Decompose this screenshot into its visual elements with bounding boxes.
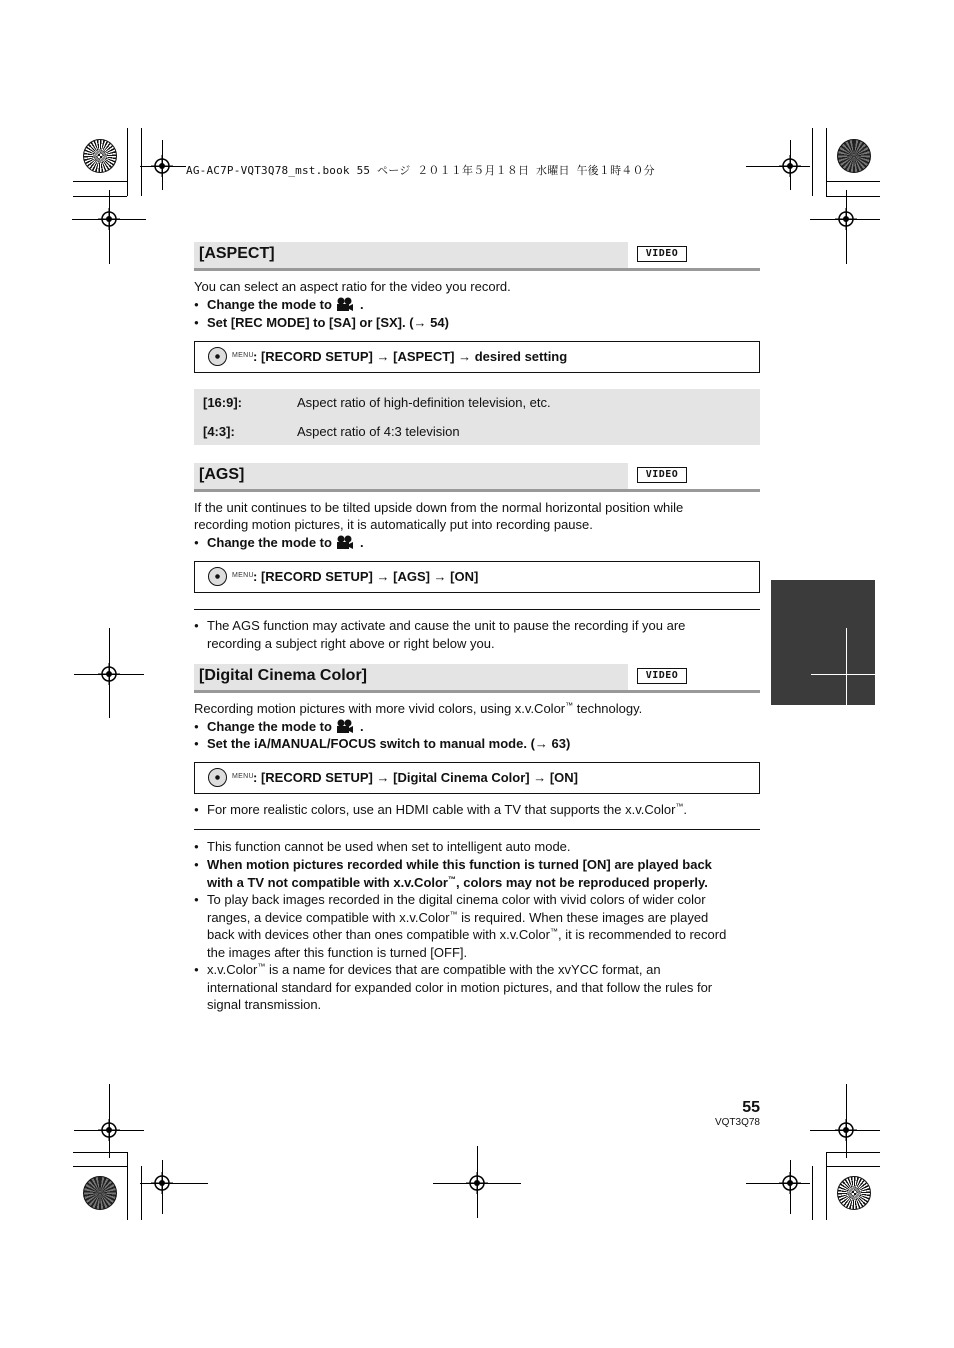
aspect-section-header bbox=[194, 242, 760, 268]
chapter-tab bbox=[771, 580, 875, 705]
video-camera-icon bbox=[336, 535, 354, 550]
option-key: [4:3]: bbox=[203, 424, 235, 439]
dcc-note-auto-mode: ● This function cannot be used when set to intelligent auto mode. bbox=[194, 838, 760, 856]
dcc-menu-path: MENU : [RECORD SETUP] → [Digital Cinema Color] → [ON] bbox=[194, 762, 760, 794]
video-mode-badge: VIDEO bbox=[637, 246, 687, 262]
page-number: 55 bbox=[742, 1099, 760, 1116]
ags-intro-line: recording motion pictures, it is automatically put into recording pause. bbox=[194, 517, 593, 532]
ags-note: ● The AGS function may activate and cause the unit to pause the recording if you are recording a subject right above or right below you. bbox=[194, 617, 760, 652]
aspect-options-table bbox=[194, 389, 760, 445]
aspect-bullet-rec-mode: ● Set [REC MODE] to [SA] or [SX]. (→ 54) bbox=[194, 314, 760, 332]
ags-title: [AGS] bbox=[199, 466, 245, 483]
video-camera-icon bbox=[336, 297, 354, 312]
ags-section-header bbox=[194, 463, 760, 489]
dcc-note-xvcolor: ● x.v.Color™ is a name for devices that are compatible with the xvYCC format, an international standard for expanded color in motion pictures, and that follow the rules for signal transmission. bbox=[194, 961, 760, 1014]
dcc-section-header bbox=[194, 664, 760, 690]
aspect-bullet-mode: ● Change the mode to . bbox=[194, 296, 760, 314]
video-camera-icon bbox=[336, 719, 354, 734]
menu-dial-icon bbox=[208, 567, 227, 586]
video-mode-badge: VIDEO bbox=[637, 467, 687, 483]
dcc-note-compatibility: ● To play back images recorded in the digital cinema color with vivid colors of wider color ranges, a device compatible with x.v.Color™ is required. When these images are played back with devices other than ones compatible with x.v.Color™, it is recommended to record the images after this function is turned [OFF]. bbox=[194, 891, 760, 961]
registration-wheel-icon bbox=[837, 1176, 871, 1210]
aspect-title: [ASPECT] bbox=[199, 245, 275, 262]
option-key: [16:9]: bbox=[203, 395, 243, 410]
dcc-hdmi-note: ● For more realistic colors, use an HDMI cable with a TV that supports the x.v.Color™. bbox=[194, 801, 760, 819]
option-value: Aspect ratio of high-definition television, etc. bbox=[297, 395, 551, 410]
print-job-line: AG-AC7P-VQT3Q78_mst.book 55 ページ ２０１１年５月１８日 水曜日 午後１時４０分 bbox=[186, 164, 655, 177]
aspect-intro: You can select an aspect ratio for the video you record. bbox=[194, 279, 511, 294]
dcc-title: [Digital Cinema Color] bbox=[199, 667, 368, 684]
dcc-note-playback: ● When motion pictures recorded while this function is turned [ON] are played back with a TV not compatible with x.v.Color™, colors may not be reproduced properly. bbox=[194, 856, 760, 891]
document-code: VQT3Q78 bbox=[714, 1117, 760, 1128]
option-value: Aspect ratio of 4:3 television bbox=[297, 424, 460, 439]
dcc-intro: Recording motion pictures with more vivid colors, using x.v.Color™ technology. bbox=[194, 701, 643, 716]
ags-menu-path: MENU : [RECORD SETUP] → [AGS] → [ON] bbox=[194, 561, 760, 593]
registration-wheel-icon bbox=[83, 139, 117, 173]
aspect-menu-path: MENU : [RECORD SETUP] → [ASPECT] → desired setting bbox=[194, 341, 760, 373]
ags-bullet-mode: ● Change the mode to . bbox=[194, 534, 760, 552]
menu-dial-icon bbox=[208, 347, 227, 366]
menu-dial-icon bbox=[208, 768, 227, 787]
dcc-bullet-switch: ● Set the iA/MANUAL/FOCUS switch to manual mode. (→ 63) bbox=[194, 735, 760, 753]
dcc-bullet-mode: ● Change the mode to . bbox=[194, 718, 760, 736]
video-mode-badge: VIDEO bbox=[637, 668, 687, 684]
registration-wheel-icon bbox=[837, 139, 871, 173]
registration-wheel-icon bbox=[83, 1176, 117, 1210]
ags-intro-line: If the unit continues to be tilted upside down from the normal horizontal position while bbox=[194, 500, 684, 515]
